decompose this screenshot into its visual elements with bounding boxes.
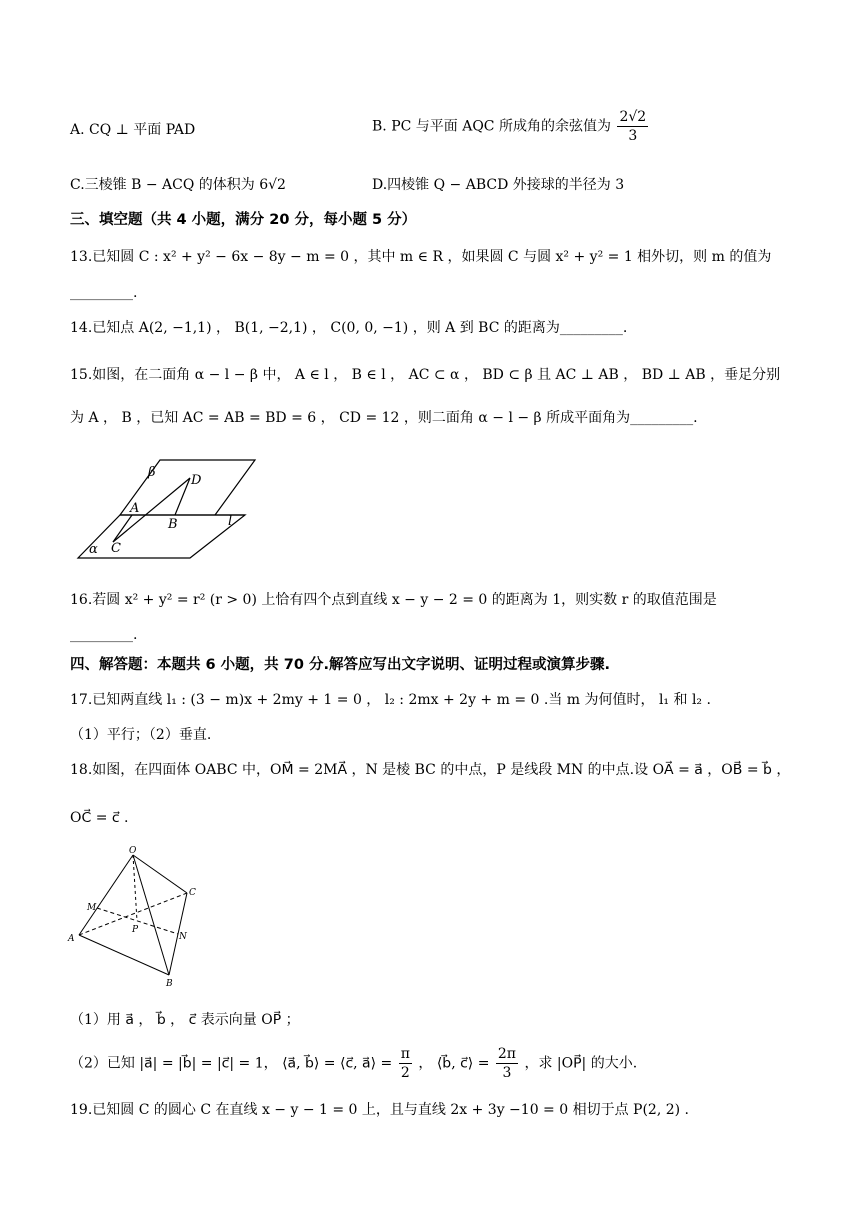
fraction-numerator: π bbox=[400, 1046, 410, 1062]
label-c: C bbox=[111, 541, 121, 556]
fraction-numerator: 2√2 bbox=[619, 109, 647, 125]
q13-line2: _________. bbox=[70, 285, 138, 301]
section-3-heading: 三、填空题（共 4 小题，满分 20 分，每小题 5 分） bbox=[70, 212, 417, 228]
edge-oa bbox=[79, 855, 133, 935]
segment-cd bbox=[113, 478, 190, 542]
q13-line1: 13.已知圆 C : x² + y² − 6x − 8y − m = 0 ，其中 m ∈ R ，如果圆 C 与圆 x² + y² = 1 相外切，则 m 的值为 bbox=[70, 249, 772, 265]
q18-part2 bbox=[70, 1045, 637, 1082]
option-a: A. CQ ⊥ 平面 PAD bbox=[70, 122, 196, 138]
option-b-fraction bbox=[617, 108, 648, 145]
label-b: B bbox=[166, 979, 173, 989]
q18-part2-post: ，求 |OP⃗| 的大小. bbox=[524, 1055, 638, 1072]
fraction-denominator: 3 bbox=[628, 128, 638, 144]
fraction-numerator: 2π bbox=[497, 1046, 516, 1062]
q19-text: 19.已知圆 C 的圆心 C 在直线 x − y − 1 = 0 上，且与直线 2x + 3y −10 = 0 相切于点 P(2, 2) . bbox=[70, 1102, 689, 1118]
q18-part1: （1）用 a⃗ ， b⃗ ， c⃗ 表示向量 OP⃗ ； bbox=[70, 1012, 300, 1028]
label-l: l bbox=[228, 514, 233, 529]
label-n: N bbox=[179, 932, 187, 942]
q14-text: 14.已知点 A(2, −1,1) ， B(1, −2,1) ， C(0, 0, −1) ，则 A 到 BC 的距离为_________. bbox=[70, 320, 628, 336]
edge-ob bbox=[133, 855, 169, 975]
label-alpha: α bbox=[89, 542, 98, 557]
edge-ab bbox=[79, 935, 169, 975]
beta-plane-outline bbox=[120, 460, 255, 515]
q18-part2-pre: （2）已知 |a⃗| = |b⃗| = |c⃗| = 1， ⟨a⃗, b⃗⟩ = ⟨c⃗, a⃗⟩ = bbox=[70, 1055, 393, 1072]
label-o: O bbox=[129, 846, 137, 856]
label-beta: β bbox=[148, 465, 156, 480]
option-b-text: B. PC 与平面 AQC 所成角的余弦值为 bbox=[372, 118, 611, 135]
label-d: D bbox=[191, 473, 202, 488]
q16-line2: _________. bbox=[70, 627, 138, 643]
label-b: B bbox=[168, 517, 178, 532]
q16-line1: 16.若圆 x² + y² = r² (r > 0) 上恰有四个点到直线 x − y − 2 = 0 的距离为 1，则实数 r 的取值范围是 bbox=[70, 592, 717, 608]
option-b bbox=[372, 108, 650, 145]
dihedral-angle-figure bbox=[75, 450, 275, 565]
q17-line1: 17.已知两直线 l₁ : (3 − m)x + 2my + 1 = 0 ， l₂ : 2mx + 2y + m = 0 .当 m 为何值时， l₁ 和 l₂ . bbox=[70, 692, 711, 708]
q17-line2: （1）平行；（2）垂直. bbox=[70, 727, 212, 743]
label-a: A bbox=[68, 934, 75, 944]
q15-line1: 15.如图，在二面角 α − l − β 中， A ∈ l ， B ∈ l ， AC ⊂ α ， BD ⊂ β 且 AC ⊥ AB ， BD ⊥ AB ，垂足分别 bbox=[70, 367, 781, 383]
q18-line2: OC⃗ = c⃗ . bbox=[70, 810, 129, 826]
q15-line2: 为 A ， B ，已知 AC = AB = BD = 6 ， CD = 12 ，则二面角 α − l − β 所成平面角为_________. bbox=[70, 410, 698, 426]
fraction-pi-over-2 bbox=[399, 1045, 412, 1082]
edge-oc bbox=[133, 855, 187, 893]
label-c: C bbox=[189, 888, 196, 898]
tetrahedron-figure bbox=[65, 845, 205, 995]
q18-part2-mid: ， ⟨b⃗, c⃗⟩ = bbox=[418, 1055, 490, 1072]
label-m: M bbox=[87, 903, 97, 913]
label-p: P bbox=[132, 925, 139, 935]
fraction-2pi-over-3 bbox=[496, 1045, 518, 1082]
fraction-denominator: 3 bbox=[502, 1065, 512, 1081]
section-4-heading: 四、解答题：本题共 6 小题，共 70 分.解答应写出文字说明、证明过程或演算步骤. bbox=[70, 657, 610, 673]
q18-line1: 18.如图，在四面体 OABC 中，OM⃗ = 2MA⃗ ，N 是棱 BC 的中点，P 是线段 MN 的中点.设 OA⃗ = a⃗ ，OB⃗ = b⃗ ， bbox=[70, 762, 791, 778]
alpha-plane-outline bbox=[78, 515, 245, 558]
fraction-denominator: 2 bbox=[400, 1065, 410, 1081]
label-a: A bbox=[130, 501, 140, 516]
option-d: D.四棱锥 Q − ABCD 外接球的半径为 3 bbox=[372, 177, 625, 193]
option-c: C.三棱锥 B − ACQ 的体积为 6√2 bbox=[70, 177, 286, 193]
